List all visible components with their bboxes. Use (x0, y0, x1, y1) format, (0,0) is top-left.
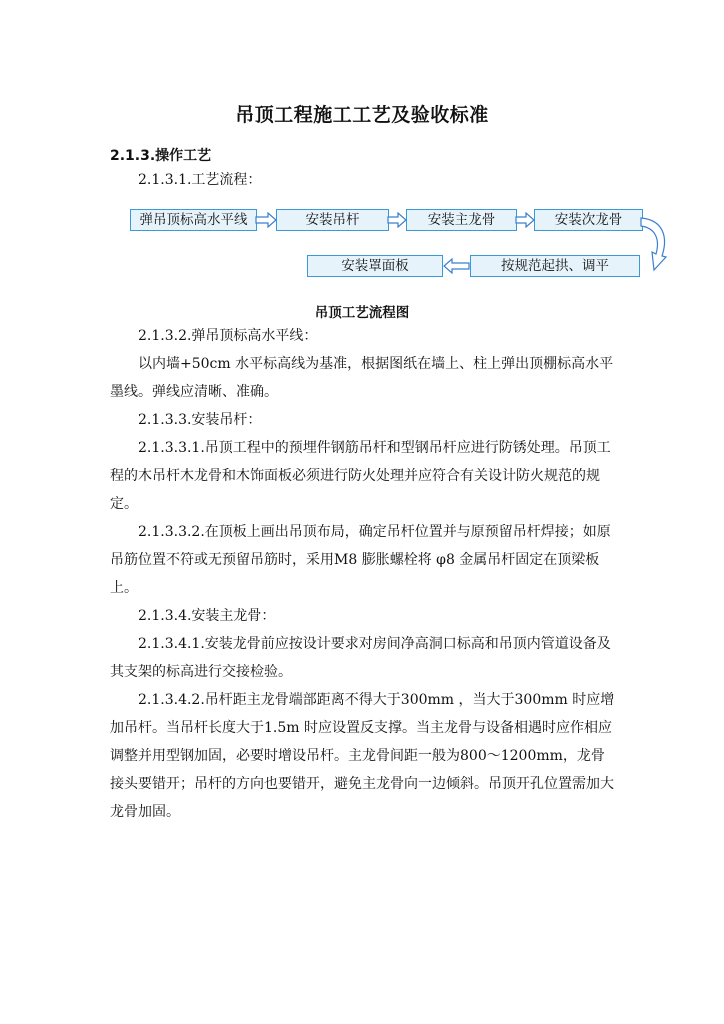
subsection-heading: 2.1.3.3.安装吊杆： (138, 412, 262, 428)
subsection-heading: 2.1.3.4.安装主龙骨： (138, 608, 276, 624)
paragraph: 2.1.3.3.2.在顶板上画出吊顶布局，确定吊杆位置并与原预留吊杆焊接；如原吊筋位置不符或无预留吊筋时，采用M8 膨胀螺栓将 φ8 金属吊杆固定在顶梁板上。 (110, 524, 611, 596)
paragraph: 2.1.3.3.1.吊顶工程中的预埋件钢筋吊杆和型钢吊杆应进行防锈处理。吊顶工程的木吊杆木龙骨和木饰面板必须进行防火处理并应符合有关设计防火规范的规定。 (110, 440, 611, 512)
flow-step-6: 安装罩面板 (307, 255, 443, 277)
flow-arrow-right-icon (515, 212, 535, 228)
flow-step-1: 弹吊顶标高水平线 (130, 209, 257, 231)
flow-step-3: 安装主龙骨 (406, 209, 517, 231)
flow-arrow-right-icon (387, 212, 407, 228)
paragraph: 2.1.3.4.1.安装龙骨前应按设计要求对房间净高洞口标高和吊顶内管道设备及其支架的标高进行交接检验。 (110, 636, 611, 680)
flow-step-4: 安装次龙骨 (534, 209, 643, 231)
flow-step-5: 按规范起拱、调平 (470, 255, 640, 277)
flow-arrow-left-icon (443, 258, 470, 274)
document-title: 吊顶工程施工工艺及验收标准 (235, 104, 489, 126)
paragraph: 2.1.3.4.2.吊杆距主龙骨端部距离不得大于300mm ，当大于300mm 时应增加吊杆。当吊杆长度大于1.5m 时应设置反支撑。当主龙骨与设备相遇时应作相应调整并用型钢加固，必要时增设吊杆。主龙骨间距一般为800～1200mm，龙骨接头要错开；吊杆的方向也要错开，避免主龙骨向一边倾斜。吊顶开孔位置需加大龙骨加固。 (110, 692, 615, 820)
flow-step-2: 安装吊杆 (276, 209, 389, 231)
section-heading: 2.1.3.操作工艺 (110, 148, 212, 164)
paragraph: 以内墙+50cm 水平标高线为基准，根据图纸在墙上、柱上弹出顶棚标高水平墨线。弹线应清晰、准确。 (110, 356, 614, 400)
subsection-heading: 2.1.3.2.弹吊顶标高水平线： (138, 328, 318, 344)
flow-arrow-right-icon (255, 212, 277, 228)
flow-label: 2.1.3.1.工艺流程： (138, 172, 262, 188)
flow-arrow-curved-icon (638, 212, 672, 284)
flowchart-caption: 吊顶工艺流程图 (314, 305, 410, 321)
